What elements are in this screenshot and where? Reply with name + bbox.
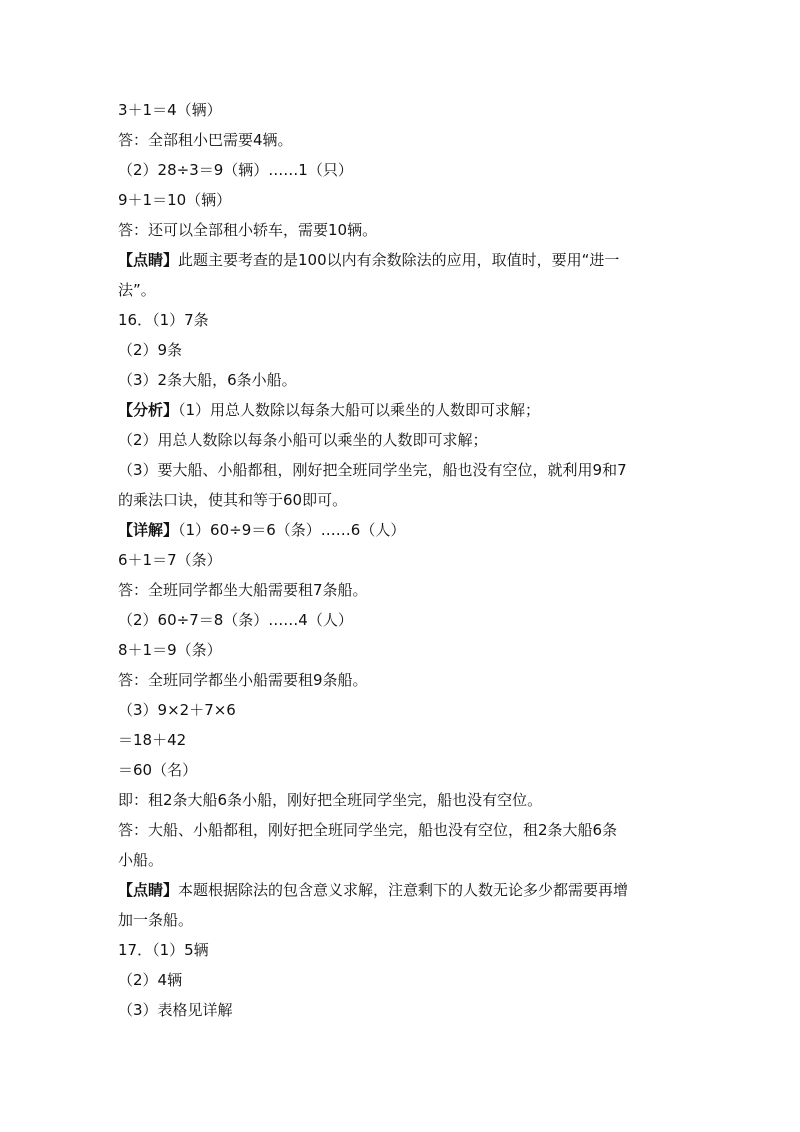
line-text: （2）用总人数除以每条小船可以乘坐的人数即可求解； xyxy=(118,431,488,449)
text-line xyxy=(118,395,688,425)
text-line xyxy=(118,875,688,905)
line-text: （3）2条大船，6条小船。 xyxy=(118,371,297,389)
line-text: （2）60÷7＝8（条）……4（人） xyxy=(118,611,353,629)
text-line xyxy=(118,815,688,845)
text-line xyxy=(118,305,688,335)
section-tag: 【分析】 xyxy=(118,401,179,419)
text-line xyxy=(118,125,688,155)
line-text: 此题主要考查的是100以内有余数除法的应用，取值时，要用“进一 xyxy=(178,251,620,269)
line-text: 加一条船。 xyxy=(118,911,194,929)
line-text: 即：租2条大船6条小船，刚好把全班同学坐完，船也没有空位。 xyxy=(118,791,543,809)
text-line xyxy=(118,365,688,395)
line-text: ＝60（名） xyxy=(118,761,198,779)
text-line xyxy=(118,515,688,545)
text-line xyxy=(118,215,688,245)
text-line xyxy=(118,695,688,725)
text-line xyxy=(118,425,688,455)
line-text: （3）要大船、小船都租，刚好把全班同学坐完，船也没有空位，就利用9和7 xyxy=(118,461,627,479)
line-text: （2）4辆 xyxy=(118,971,183,989)
line-text: （2）9条 xyxy=(118,341,183,359)
section-tag: 【详解】 xyxy=(118,521,179,539)
text-line xyxy=(118,995,688,1025)
text-line xyxy=(118,95,688,125)
text-line xyxy=(118,845,688,875)
text-line xyxy=(118,605,688,635)
text-line xyxy=(118,935,688,965)
text-line xyxy=(118,485,688,515)
text-line xyxy=(118,665,688,695)
text-line xyxy=(118,335,688,365)
line-text: 16．（1）7条 xyxy=(118,311,209,329)
text-line xyxy=(118,455,688,485)
line-text: 答：全班同学都坐大船需要租7条船。 xyxy=(118,581,368,599)
line-text: 本题根据除法的包含意义求解，注意剩下的人数无论多少都需要再增 xyxy=(178,881,629,899)
text-line xyxy=(118,275,688,305)
line-text: 小船。 xyxy=(118,851,164,869)
text-line xyxy=(118,785,688,815)
text-line xyxy=(118,245,688,275)
text-line xyxy=(118,635,688,665)
line-text: （2）28÷3＝9（辆）……1（只） xyxy=(118,161,353,179)
line-text: （3）表格见详解 xyxy=(118,1001,233,1019)
line-text: （3）9×2＋7×6 xyxy=(118,701,236,719)
line-text: 答：大船、小船都租，刚好把全班同学坐完，船也没有空位，租2条大船6条 xyxy=(118,821,618,839)
text-line xyxy=(118,185,688,215)
line-text: 的乘法口诀，使其和等于60即可。 xyxy=(118,491,348,509)
text-line xyxy=(118,575,688,605)
text-line xyxy=(118,545,688,575)
line-text: 8＋1＝9（条） xyxy=(118,641,222,659)
line-text: 答：还可以全部租小轿车，需要10辆。 xyxy=(118,221,378,239)
document-body xyxy=(118,95,688,1025)
section-tag: 【点睛】 xyxy=(118,251,179,269)
line-text: 答：全部租小巴需要4辆。 xyxy=(118,131,293,149)
text-line xyxy=(118,155,688,185)
line-text: ＝18＋42 xyxy=(118,731,187,749)
line-text: （1）用总人数除以每条大船可以乘坐的人数即可求解； xyxy=(178,401,541,419)
line-text: 17．（1）5辆 xyxy=(118,941,209,959)
section-tag: 【点睛】 xyxy=(118,881,179,899)
text-line xyxy=(118,905,688,935)
line-text: 法”。 xyxy=(118,281,156,299)
text-line xyxy=(118,725,688,755)
text-line xyxy=(118,755,688,785)
line-text: 答：全班同学都坐小船需要租9条船。 xyxy=(118,671,368,689)
text-line xyxy=(118,965,688,995)
line-text: 3＋1＝4（辆） xyxy=(118,101,222,119)
line-text: 9＋1＝10（辆） xyxy=(118,191,232,209)
line-text: （1）60÷9＝6（条）……6（人） xyxy=(178,521,406,539)
line-text: 6＋1＝7（条） xyxy=(118,551,222,569)
